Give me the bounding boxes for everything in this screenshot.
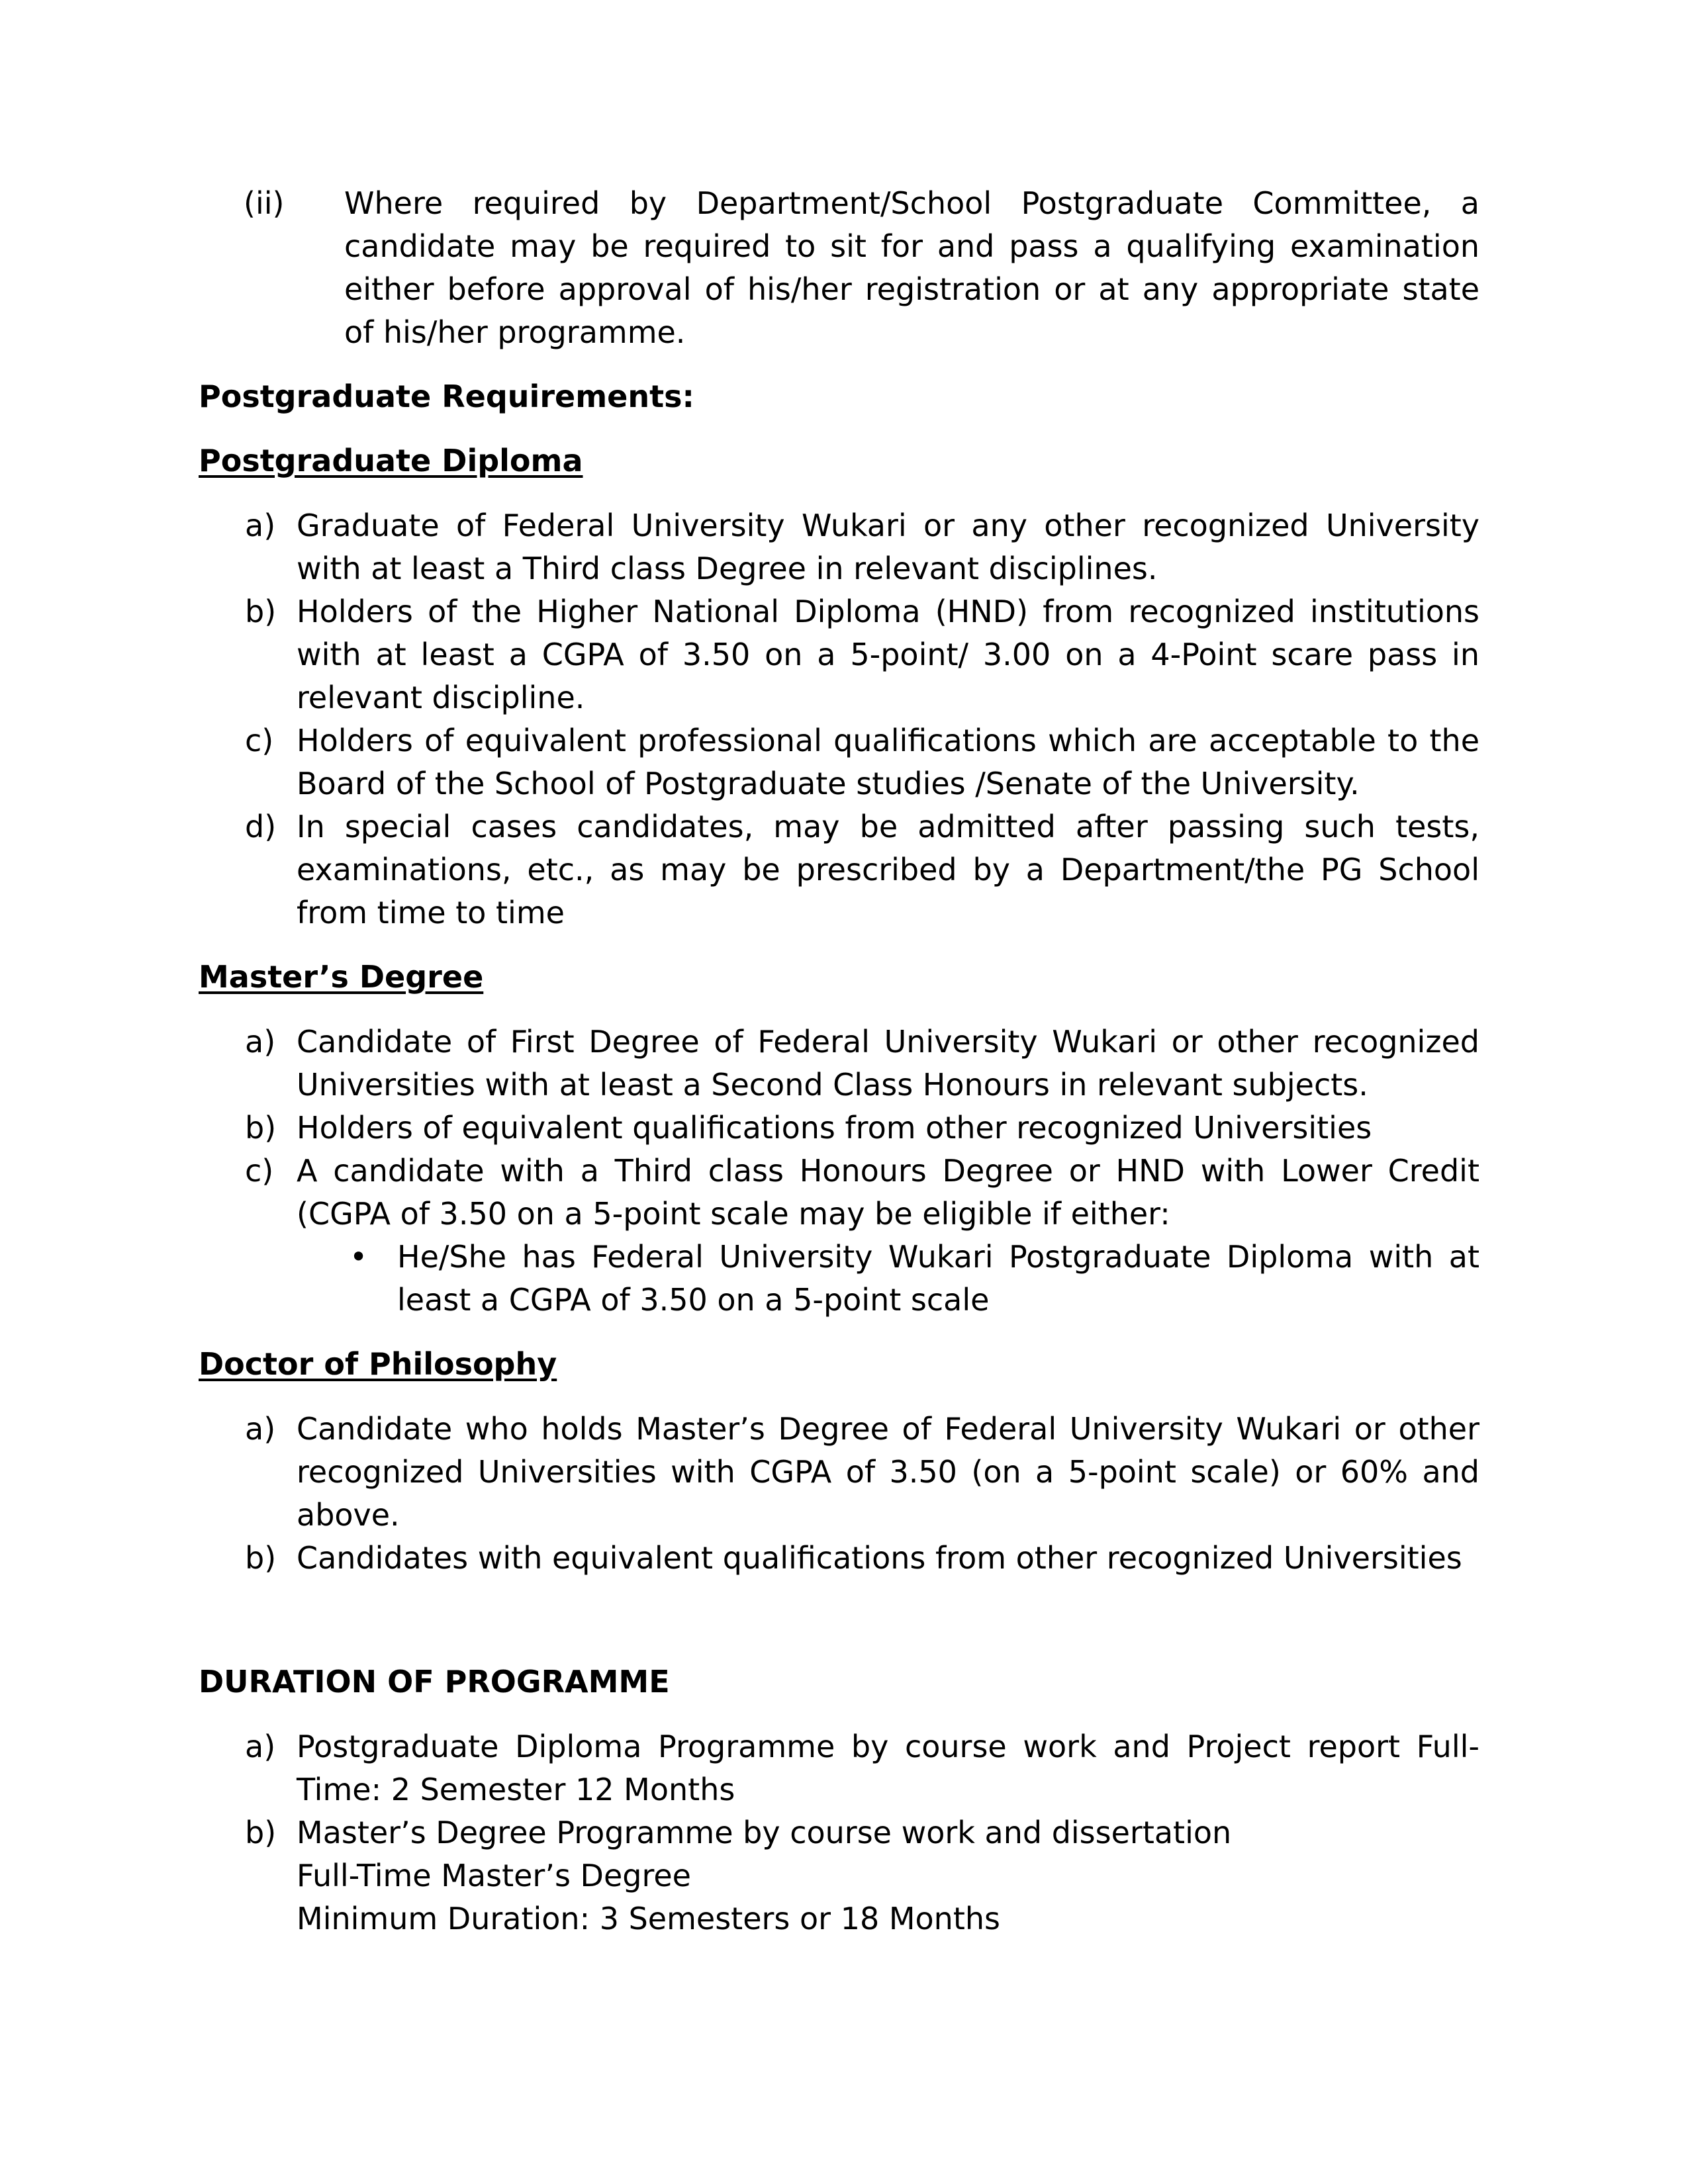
list-item-text: Holders of equivalent qualifications from other recognized Universities bbox=[297, 1110, 1372, 1146]
list-item bbox=[199, 805, 1479, 934]
list-marker: a) bbox=[245, 1024, 276, 1060]
list-item bbox=[199, 590, 1479, 719]
list-item-line: Master’s Degree Programme by course work and dissertation bbox=[297, 1815, 1232, 1850]
list-marker: a) bbox=[245, 1729, 276, 1764]
pg-diploma-list bbox=[199, 504, 1479, 934]
list-marker: c) bbox=[245, 723, 274, 758]
list-marker: b) bbox=[245, 1815, 277, 1850]
page-content bbox=[199, 182, 1479, 1940]
bullet-item-text: He/She has Federal University Wukari Postgraduate Diploma with at least a CGPA of 3.50 on a 5-point scale bbox=[397, 1239, 1479, 1318]
list-item bbox=[199, 1021, 1479, 1107]
list-marker: b) bbox=[245, 594, 277, 629]
duration-list bbox=[199, 1725, 1479, 1940]
masters-degree-list bbox=[199, 1021, 1479, 1322]
bullet-item bbox=[199, 1236, 1479, 1322]
list-item bbox=[199, 1107, 1479, 1150]
masters-degree-heading: Master’s Degree bbox=[199, 959, 484, 995]
list-item bbox=[199, 1725, 1479, 1811]
list-item bbox=[199, 504, 1479, 590]
list-item bbox=[199, 1150, 1479, 1236]
list-item-text: In special cases candidates, may be admitted after passing such tests, examinations, etc., as may be prescribed by a Department/the PG School from time to time bbox=[297, 809, 1479, 931]
list-item-text: Graduate of Federal University Wukari or any other recognized University with at least a Third class Degree in relevant disciplines. bbox=[297, 508, 1479, 586]
phd-list bbox=[199, 1408, 1479, 1580]
section-spacer bbox=[199, 1580, 1479, 1639]
list-item bbox=[199, 1408, 1479, 1537]
intro-item bbox=[199, 182, 1479, 354]
list-item-text: Postgraduate Diploma Programme by course work and Project report Full-Time: 2 Semester 12 Months bbox=[297, 1729, 1479, 1807]
intro-item-marker: (ii) bbox=[244, 185, 285, 221]
list-item-text: A candidate with a Third class Honours Degree or HND with Lower Credit (CGPA of 3.50 on a 5-point scale may be eligible if either: bbox=[297, 1153, 1479, 1232]
list-item bbox=[199, 1537, 1479, 1580]
list-item-text: Holders of equivalent professional qualifications which are acceptable to the Board of the School of Postgraduate studies /Senate of the University. bbox=[297, 723, 1479, 801]
postgraduate-requirements-heading: Postgraduate Requirements: bbox=[199, 379, 694, 414]
intro-item-text: Where required by Department/School Postgraduate Committee, a candidate may be required to sit for and pass a qualifying examination either before approval of his/her registration or at any appropriate state of his/her programme. bbox=[344, 185, 1479, 350]
list-item-text: Holders of the Higher National Diploma (HND) from recognized institutions with at least a CGPA of 3.50 on a 5-point/ 3.00 on a 4-Point scare pass in relevant discipline. bbox=[297, 594, 1479, 715]
list-marker: a) bbox=[245, 1411, 276, 1447]
phd-heading: Doctor of Philosophy bbox=[199, 1346, 557, 1382]
list-item bbox=[199, 719, 1479, 805]
list-marker: b) bbox=[245, 1540, 277, 1576]
list-item-line: Full-Time Master’s Degree bbox=[297, 1858, 691, 1893]
bullet-icon: • bbox=[350, 1239, 368, 1275]
list-marker: a) bbox=[245, 508, 276, 543]
duration-heading: DURATION OF PROGRAMME bbox=[199, 1664, 670, 1700]
list-item-text: Candidates with equivalent qualifications from other recognized Universities bbox=[297, 1540, 1462, 1576]
list-item-text: Candidate of First Degree of Federal University Wukari or other recognized Universities with at least a Second Class Honours in relevant subjects. bbox=[297, 1024, 1479, 1103]
pg-diploma-heading: Postgraduate Diploma bbox=[199, 443, 583, 478]
list-item-text: Candidate who holds Master’s Degree of Federal University Wukari or other recognized Universities with CGPA of 3.50 (on a 5-point scale) or 60% and above. bbox=[297, 1411, 1479, 1533]
list-marker: b) bbox=[245, 1110, 277, 1146]
list-item bbox=[199, 1811, 1479, 1940]
list-marker: c) bbox=[245, 1153, 274, 1189]
list-item-line: Minimum Duration: 3 Semesters or 18 Months bbox=[297, 1901, 1000, 1936]
list-marker: d) bbox=[245, 809, 277, 844]
